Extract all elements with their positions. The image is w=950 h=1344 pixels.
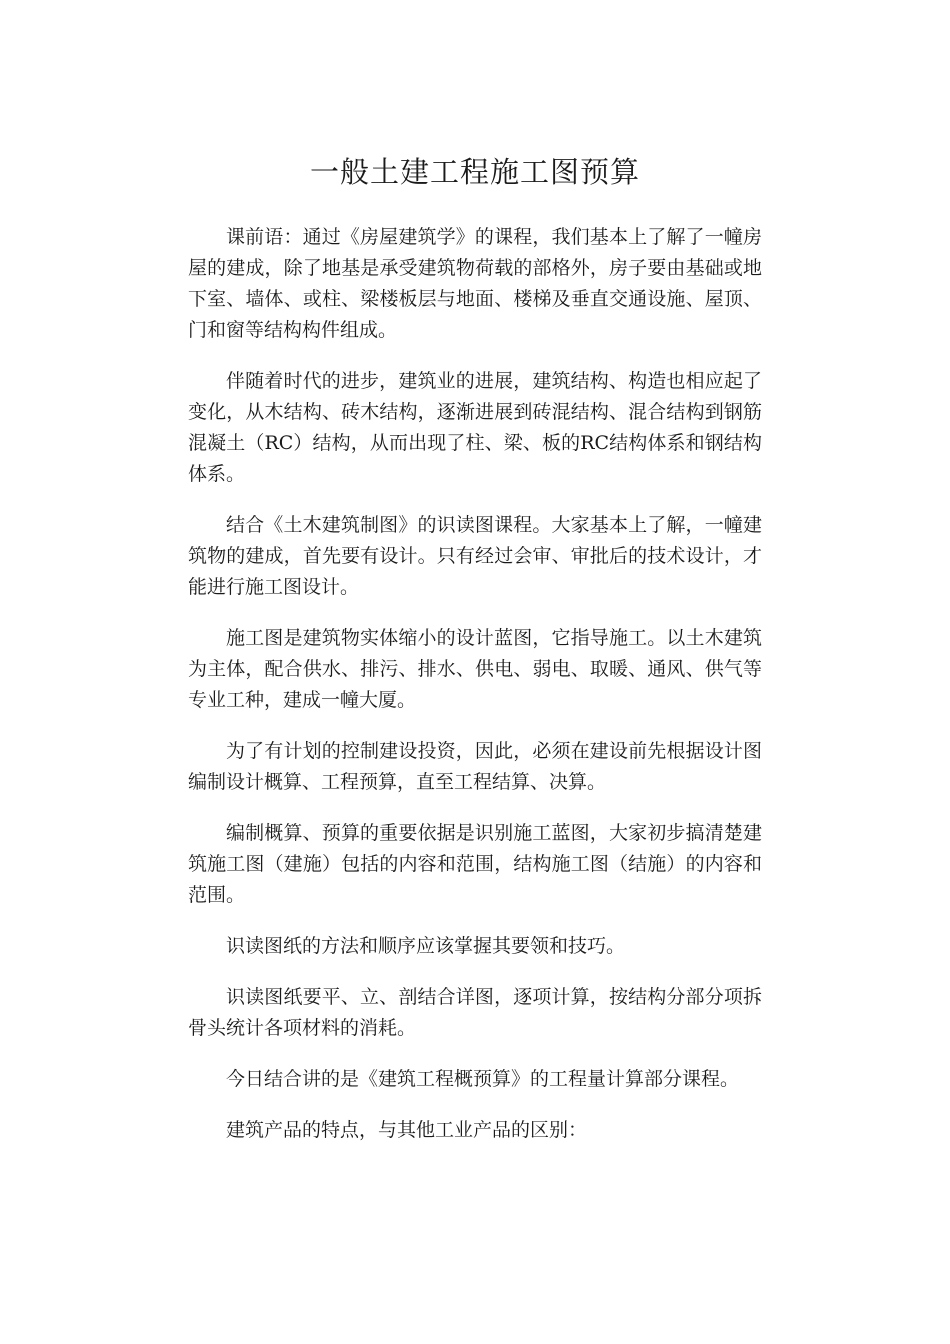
paragraph-investment-control: 为了有计划的控制建设投资，因此，必须在建设前先根据设计图编制设计概算、工程预算，直至工程结算、决算。 [188, 740, 762, 793]
paragraph-product-features: 建筑产品的特点，与其他工业产品的区别： [226, 1119, 588, 1141]
paragraph-reading-method: 识读图纸的方法和顺序应该掌握其要领和技巧。 [226, 935, 626, 957]
paragraph-budget-basis: 编制概算、预算的重要依据是识别施工蓝图，大家初步搞清楚建筑施工图（建施）包括的内容和范围，结构施工图（结施）的内容和范围。 [188, 822, 762, 906]
paragraph-construction-drawing: 施工图是建筑物实体缩小的设计蓝图，它指导施工。以土木建筑为主体，配合供水、排污、排水、供电、弱电、取暖、通风、供气等专业工种，建成一幢大厦。 [188, 627, 762, 711]
paragraph-todays-topic: 今日结合讲的是《建筑工程概预算》的工程量计算部分课程。 [226, 1068, 740, 1090]
paragraph-structure-evolution: 伴随着时代的进步，建筑业的进展，建筑结构、构造也相应起了变化，从木结构、砖木结构，逐渐进展到砖混结构、混合结构到钢筋混凝土（RC）结构，从而出现了柱、梁、板的RC结构体系和钢结构体系。 [188, 370, 762, 485]
paragraph-reading-steps: 识读图纸要平、立、剖结合详图，逐项计算，按结构分部分项拆骨头统计各项材料的消耗。 [188, 986, 762, 1039]
document-body [188, 222, 762, 1166]
paragraph-intro: 课前语：通过《房屋建筑学》的课程，我们基本上了解了一幢房屋的建成，除了地基是承受建筑物荷载的部格外，房子要由基础或地下室、墙体、或柱、梁楼板层与地面、楼梯及垂直交通设施、屋顶、门和窗等结构构件组成。 [188, 226, 762, 341]
document-title: 一般土建工程施工图预算 [309, 155, 640, 189]
paragraph-drawing-course: 结合《土木建筑制图》的识读图课程。大家基本上了解，一幢建筑物的建成，首先要有设计。只有经过会审、审批后的技术设计，才能进行施工图设计。 [188, 514, 762, 598]
